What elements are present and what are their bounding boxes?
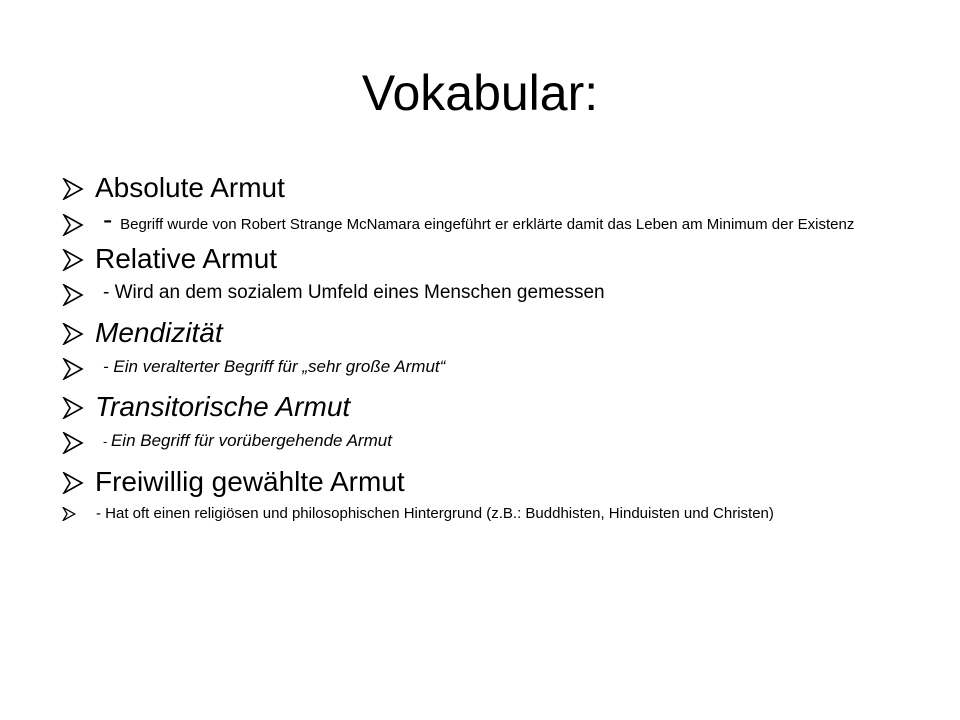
list-item-relative-armut	[62, 241, 912, 277]
list-item-text: - Ein veralterter Begriff für „sehr große Armut“	[103, 357, 446, 376]
list-item-freiwillig-gewaehlte-armut	[62, 464, 912, 500]
arrow-bullet-icon	[62, 249, 84, 271]
arrow-bullet-icon	[62, 284, 84, 306]
list-item-text: Ein Begriff für vorübergehende Armut	[110, 431, 392, 450]
list-item-text: Relative Armut	[95, 243, 278, 274]
list-item-dash: -	[103, 434, 111, 449]
bullet-list	[62, 170, 912, 523]
arrow-bullet-icon	[62, 178, 84, 200]
list-item-mendizitaet-description	[62, 355, 912, 379]
list-item-text: - Wird an dem sozialem Umfeld eines Menschen gemessen	[103, 282, 605, 303]
list-item-text: Transitorische Armut	[95, 391, 351, 422]
list-item-absolute-armut-description	[62, 204, 912, 235]
list-item-text: - Hat oft einen religiösen und philosophischen Hintergrund (z.B.: Buddhisten, Hinduisten und Christen)	[96, 505, 774, 522]
list-item-transitorische-armut-description	[62, 429, 912, 454]
arrow-bullet-icon	[62, 323, 84, 345]
arrow-bullet-icon	[62, 358, 84, 380]
list-item-transitorische-armut	[62, 389, 912, 425]
list-item-text: Mendizität	[95, 317, 223, 348]
list-item-text: Begriff wurde von Robert Strange McNamara eingeführt er erklärte damit das Leben am Minimum der Existenz	[120, 216, 855, 233]
list-item-text: Freiwillig gewählte Armut	[95, 466, 405, 497]
arrow-bullet-icon	[62, 397, 84, 419]
arrow-bullet-icon	[62, 432, 84, 454]
list-item-dash: -	[103, 204, 121, 235]
list-item-text: Absolute Armut	[95, 172, 285, 203]
list-item-absolute-armut	[62, 170, 912, 206]
list-item-relative-armut-description	[62, 281, 912, 305]
list-item-freiwillig-gewaehlte-armut-description	[62, 504, 912, 523]
list-item-mendizitaet	[62, 315, 912, 351]
slide-title: Vokabular:	[361, 65, 599, 121]
arrow-bullet-icon	[62, 507, 76, 521]
arrow-bullet-icon	[62, 472, 84, 494]
arrow-bullet-icon	[62, 214, 84, 236]
